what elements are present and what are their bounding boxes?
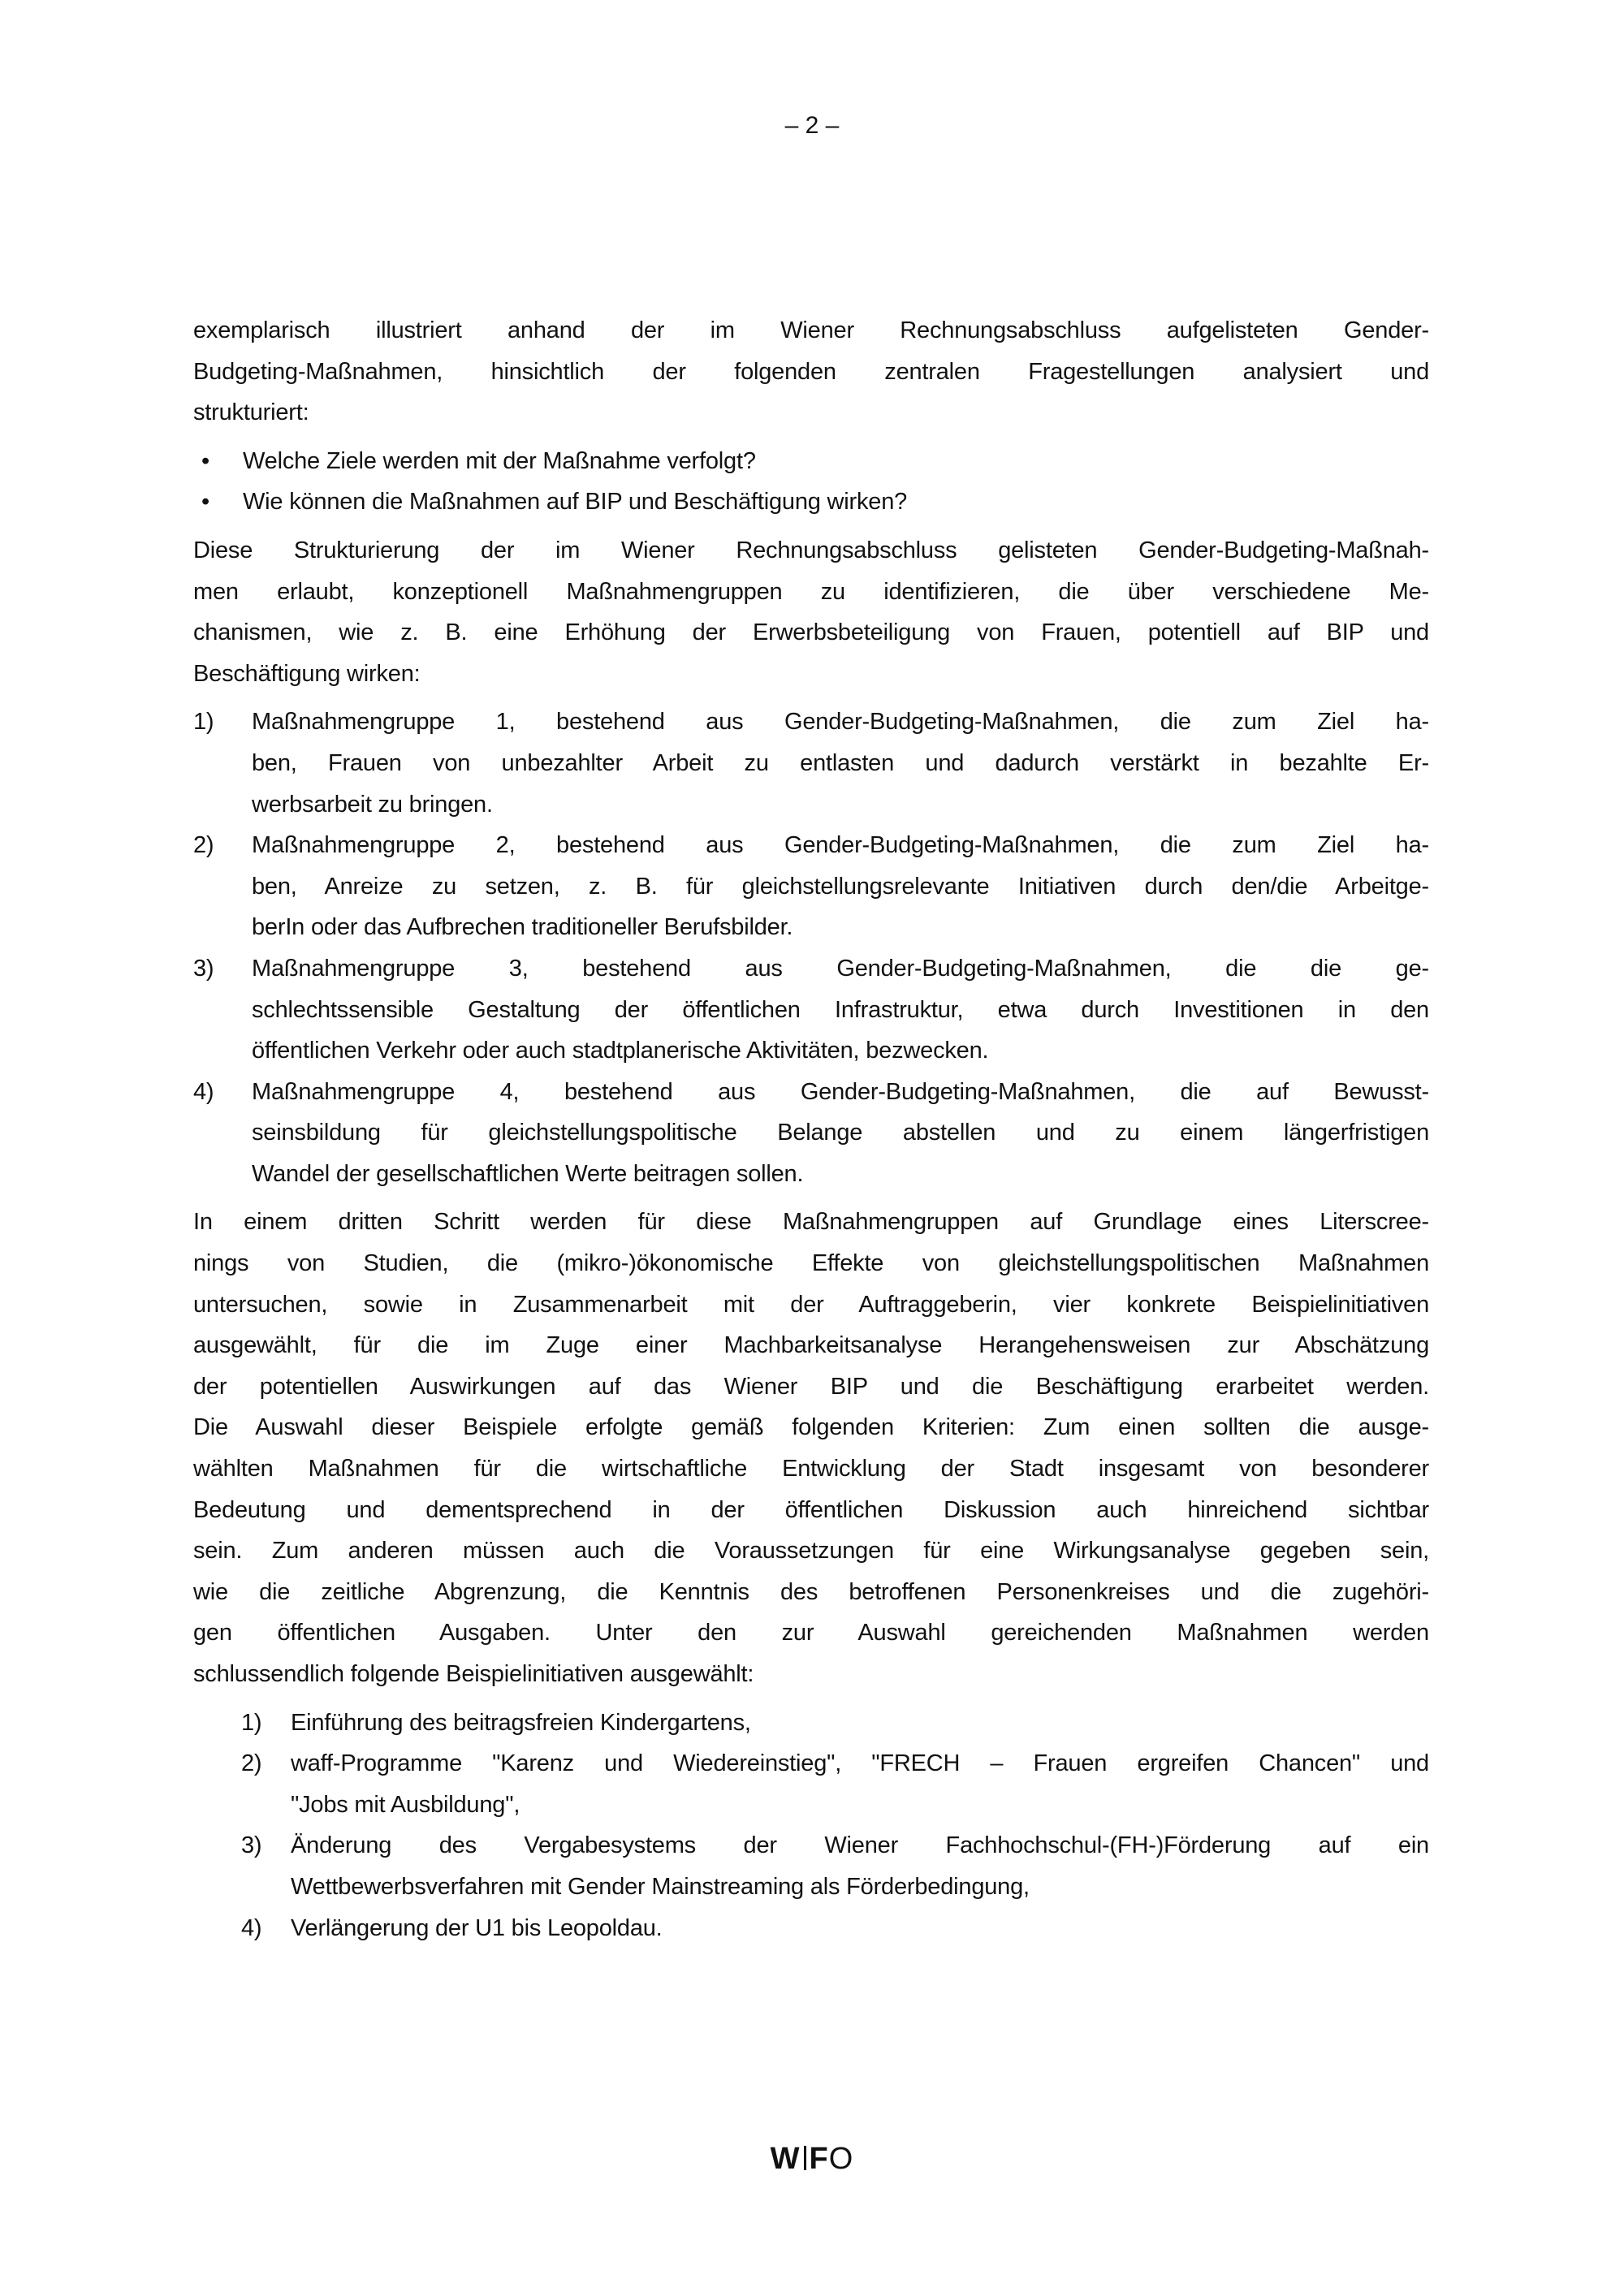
text-line: seinsbildung für gleichstellungspolitische Belange abstellen und zu einem längerfristigen bbox=[252, 1120, 1429, 1146]
intro-paragraph bbox=[193, 310, 1429, 434]
text-line: werbsarbeit zu bringen. bbox=[252, 791, 493, 818]
list-number: 2) bbox=[193, 832, 214, 859]
text-line: chanismen, wie z. B. eine Erhöhung der Erwerbsbeteiligung von Frauen, potentiell auf BIP und bbox=[193, 619, 1429, 646]
text-line: wie die zeitliche Abgrenzung, die Kenntnis des betroffenen Personenkreises und die zugehöri- bbox=[193, 1578, 1429, 1605]
list-number: 3) bbox=[193, 955, 214, 982]
text-line: ben, Frauen von unbezahlter Arbeit zu entlasten und dadurch verstärkt in bezahlte Er- bbox=[252, 749, 1429, 776]
text-line: schlussendlich folgende Beispielinitiativen ausgewählt: bbox=[193, 1661, 754, 1687]
text-line: Wettbewerbsverfahren mit Gender Mainstreaming als Förderbedingung, bbox=[291, 1873, 1030, 1900]
text-line: Änderung des Vergabesystems der Wiener Fachhochschul-(FH-)Förderung auf ein bbox=[291, 1832, 1429, 1859]
list-item bbox=[193, 441, 1429, 482]
logo-letter: O bbox=[828, 2142, 854, 2176]
list-item bbox=[193, 1072, 1429, 1195]
list-item bbox=[193, 1703, 1429, 1744]
bullet-icon: • bbox=[201, 489, 209, 516]
logo-bar bbox=[804, 2146, 806, 2170]
text-line: Bedeutung und dementsprechend in der öffentlichen Diskussion auch hinreichend sichtbar bbox=[193, 1496, 1429, 1523]
initiatives-list bbox=[193, 1703, 1429, 1949]
list-item bbox=[193, 481, 1429, 523]
logo-letter: W bbox=[770, 2142, 801, 2176]
text-line: exemplarisch illustriert anhand der im Wiener Rechnungsabschluss aufgelisteten Gender- bbox=[193, 317, 1429, 343]
list-item bbox=[193, 1908, 1429, 1949]
text-line: Maßnahmengruppe 2, bestehend aus Gender-Budgeting-Maßnahmen, die zum Ziel ha- bbox=[252, 832, 1429, 859]
logo-letter: F bbox=[809, 2142, 829, 2176]
page-number: – 2 – bbox=[784, 112, 840, 139]
list-number: 1) bbox=[193, 709, 214, 736]
selection-paragraph bbox=[193, 1202, 1429, 1694]
list-item bbox=[193, 1743, 1429, 1825]
bullet-icon: • bbox=[201, 447, 209, 474]
text-line: Die Auswahl dieser Beispiele erfolgte gemäß folgenden Kriterien: Zum einen sollten die ausge- bbox=[193, 1414, 1429, 1441]
text-line: waff-Programme "Karenz und Wiedereinstieg", "FRECH – Frauen ergreifen Chancen" und bbox=[291, 1750, 1429, 1777]
text-line: Beschäftigung wirken: bbox=[193, 660, 421, 687]
text-line: Budgeting-Maßnahmen, hinsichtlich der folgenden zentralen Fragestellungen analysiert und bbox=[193, 358, 1429, 385]
list-item bbox=[193, 701, 1429, 825]
text-line: der potentiellen Auswirkungen auf das Wiener BIP und die Beschäftigung erarbeitet werden. bbox=[193, 1373, 1429, 1400]
structure-paragraph bbox=[193, 530, 1429, 694]
list-item-text: Wie können die Maßnahmen auf BIP und Beschäftigung wirken? bbox=[243, 489, 908, 516]
text-line: schlechtssensible Gestaltung der öffentlichen Infrastruktur, etwa durch Investitionen in den bbox=[252, 996, 1429, 1023]
text-line: Wandel der gesellschaftlichen Werte beitragen sollen. bbox=[252, 1160, 804, 1187]
wifo-logo bbox=[0, 2142, 1624, 2177]
text-line: nings von Studien, die (mikro-)ökonomische Effekte von gleichstellungspolitischen Maßnahmen bbox=[193, 1250, 1429, 1277]
list-number: 3) bbox=[241, 1832, 262, 1859]
text-line: Maßnahmengruppe 1, bestehend aus Gender-Budgeting-Maßnahmen, die zum Ziel ha- bbox=[252, 709, 1429, 736]
list-item bbox=[193, 825, 1429, 948]
text-line: ben, Anreize zu setzen, z. B. für gleichstellungsrelevante Initiativen durch den/die Arbeitge- bbox=[252, 873, 1429, 900]
text-line: Einführung des beitragsfreien Kindergartens, bbox=[291, 1709, 751, 1736]
text-line: sein. Zum anderen müssen auch die Voraussetzungen für eine Wirkungsanalyse gegeben sein, bbox=[193, 1538, 1429, 1564]
list-number: 4) bbox=[241, 1914, 262, 1941]
text-line: Verlängerung der U1 bis Leopoldau. bbox=[291, 1914, 663, 1941]
text-line: Maßnahmengruppe 3, bestehend aus Gender-Budgeting-Maßnahmen, die die ge- bbox=[252, 955, 1429, 982]
text-line: berIn oder das Aufbrechen traditioneller Berufsbilder. bbox=[252, 914, 793, 941]
list-item-text: Welche Ziele werden mit der Maßnahme verfolgt? bbox=[243, 447, 756, 474]
text-line: In einem dritten Schritt werden für diese Maßnahmengruppen auf Grundlage eines Literscree- bbox=[193, 1209, 1429, 1236]
document-body bbox=[193, 310, 1429, 1956]
text-line: Maßnahmengruppe 4, bestehend aus Gender-Budgeting-Maßnahmen, die auf Bewusst- bbox=[252, 1078, 1429, 1105]
list-number: 2) bbox=[241, 1750, 262, 1777]
text-line: "Jobs mit Ausbildung", bbox=[291, 1791, 520, 1818]
text-line: untersuchen, sowie in Zusammenarbeit mit der Auftraggeberin, vier konkrete Beispielinitiativen bbox=[193, 1291, 1429, 1318]
text-line: wählten Maßnahmen für die wirtschaftliche Entwicklung der Stadt insgesamt von besonderer bbox=[193, 1456, 1429, 1482]
text-line: öffentlichen Verkehr oder auch stadtplanerische Aktivitäten, bezwecken. bbox=[252, 1038, 989, 1064]
text-line: Diese Strukturierung der im Wiener Rechnungsabschluss gelisteten Gender-Budgeting-Maßnah- bbox=[193, 537, 1429, 563]
measure-groups-list bbox=[193, 701, 1429, 1194]
text-line: gen öffentlichen Ausgaben. Unter den zur Auswahl gereichenden Maßnahmen werden bbox=[193, 1620, 1429, 1646]
text-line: ausgewählt, für die im Zuge einer Machbarkeitsanalyse Herangehensweisen zur Abschätzung bbox=[193, 1332, 1429, 1359]
text-line: strukturiert: bbox=[193, 399, 309, 426]
list-number: 4) bbox=[193, 1078, 214, 1105]
list-item bbox=[193, 948, 1429, 1072]
list-item bbox=[193, 1825, 1429, 1907]
list-number: 1) bbox=[241, 1709, 262, 1736]
text-line: men erlaubt, konzeptionell Maßnahmengruppen zu identifizieren, die über verschiedene Me- bbox=[193, 578, 1429, 605]
question-list bbox=[193, 441, 1429, 523]
